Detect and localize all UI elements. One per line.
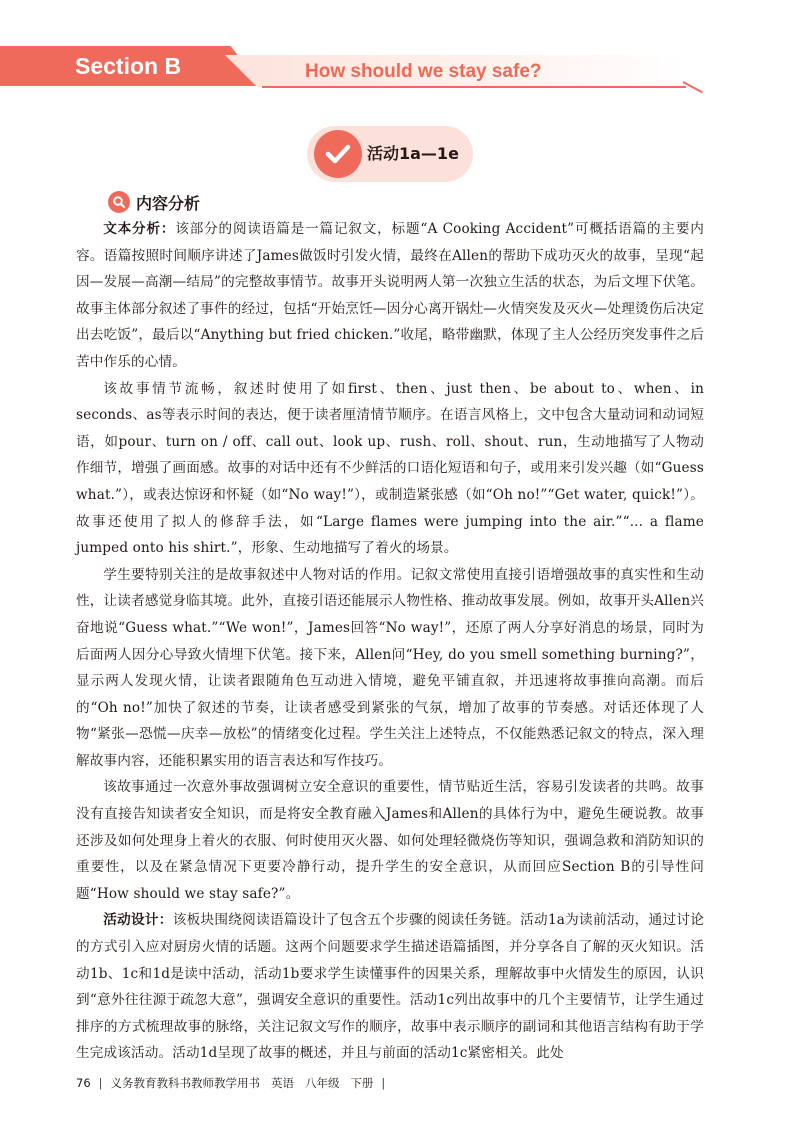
body-text — [76, 216, 704, 1067]
search-icon — [108, 191, 130, 213]
book-subject: 英语 — [270, 1076, 294, 1090]
book-title: 义务教育教科书教师教学用书 — [110, 1076, 261, 1090]
page-number: 76 — [76, 1076, 91, 1090]
paragraph-text: 该故事情节流畅，叙述时使用了如first、then、just then、be about to、when、in seconds、as等表示时间的表达，便于读者厘清情节顺序。在语言风格上，文中包含大量动词和动词短语，如pour、turn on / off、call out、look up、rush、roll、shout、run，生动地描写了人物动作细节，增强了画面感。故事的对话中还有不少鲜活的口语化短语和句子，或用来引发兴趣（如“Guess what.”），或表达惊讶和怀疑（如“No way!”），或制造紧张感（如“Oh no!”“Get water, quick!”）。故事还使用了拟人的修辞手法，如“Large flames were jumping into the air.”“... a flame jumped onto his shirt.”，形象、生动地描写了着火的场景。 — [76, 380, 704, 557]
section-label: Section B — [75, 53, 182, 79]
section-subtitle: How should we stay safe? — [305, 61, 542, 82]
header-divider — [262, 86, 686, 88]
paragraph-lead: 活动设计： — [103, 912, 173, 929]
paragraph-text: 学生要特别关注的是故事叙述中人物对话的作用。记叙文常使用直接引语增强故事的真实性和生动性，让读者感觉身临其境。此外，直接引语还能展示人物性格、推动故事发展。例如，故事开头Allen兴奋地说“Guess what.”“We won!”，James回答“No way!”，还原了两人分享好消息的场景，同时为后面两人因分心导致火情埋下伏笔。接下来，Allen问“Hey, do you smell something burning?”，显示两人发现火情，让读者跟随角色互动进入情境，避免平铺直叙，并迅速将故事推向高潮。而后的“Oh no!”加快了叙述的节奏，让读者感受到紧张的气氛，增加了故事的节奏感。对话还体现了人物“紧张—恐慌—庆幸—放松”的情绪变化过程。学生关注上述特点，不仅能熟悉记叙文的特点，深入理解故事内容，还能积累实用的语言表达和写作技巧。 — [76, 566, 704, 769]
book-volume: 下册 — [350, 1076, 374, 1090]
page-header — [0, 0, 800, 100]
page-footer — [76, 1073, 393, 1093]
paragraph — [76, 216, 704, 376]
footer-divider: | — [98, 1076, 103, 1090]
checkmark-icon — [314, 130, 362, 178]
book-grade: 八年级 — [304, 1076, 340, 1090]
paragraph-text: 该板块围绕阅读语篇设计了包含五个步骤的阅读任务链。活动1a为读前活动，通过讨论的方式引入应对厨房火情的话题。这两个问题要求学生描述语篇插图，并分享各自了解的灭火知识。活动1b、1c和1d是读中活动，活动1b要求学生读懂事件的因果关系，理解故事中火情发生的原因，认识到“意外往往源于疏忽大意”，强调安全意识的重要性。活动1c列出故事中的几个主要情节，让学生通过排序的方式梳理故事的脉络，关注记叙文写作的顺序，故事中表示顺序的副词和其他语言结构有助于学生完成该活动。活动1d呈现了故事的概述，并且与前面的活动1c紧密相关。此处 — [76, 912, 704, 1062]
activity-label: 活动1a—1e — [367, 144, 459, 163]
paragraph-text: 该部分的阅读语篇是一篇记叙文，标题“A Cooking Accident”可概括语篇的主要内容。语篇按照时间顺序讲述了James做饭时引发火情，最终在Allen的帮助下成功灭火的故事，呈现“起因—发展—高潮—结局”的完整故事情节。故事开头说明两人第一次独立生活的状态，为后文埋下伏笔。故事主体部分叙述了事件的经过，包括“开始烹饪—因分心离开锅灶—火情突发及灭火—处理烫伤后决定出去吃饭”，最后以“Anything but fried chicken.”收尾，略带幽默，体现了主人公经历突发事件之后苦中作乐的心情。 — [76, 221, 704, 370]
paragraph-lead: 文本分析： — [103, 221, 176, 237]
paragraph — [76, 907, 704, 1067]
paragraph — [76, 562, 704, 775]
content-heading — [108, 188, 200, 216]
content-title: 内容分析 — [136, 193, 201, 213]
paragraph — [76, 376, 704, 562]
footer-divider: | — [381, 1076, 386, 1090]
paragraph — [76, 774, 704, 907]
paragraph-text: 该故事通过一次意外事故强调树立安全意识的重要性，情节贴近生活，容易引发读者的共鸣。故事没有直接告知读者安全知识，而是将安全教育融入James和Allen的具体行为中，避免生硬说教。故事还涉及如何处理身上着火的衣服、何时使用灭火器、如何处理轻微烧伤等知识，强调急救和消防知识的重要性，以及在紧急情况下更要冷静行动，提升学生的安全意识，从而回应Section B的引导性问题“How should we stay safe?”。 — [76, 779, 704, 902]
